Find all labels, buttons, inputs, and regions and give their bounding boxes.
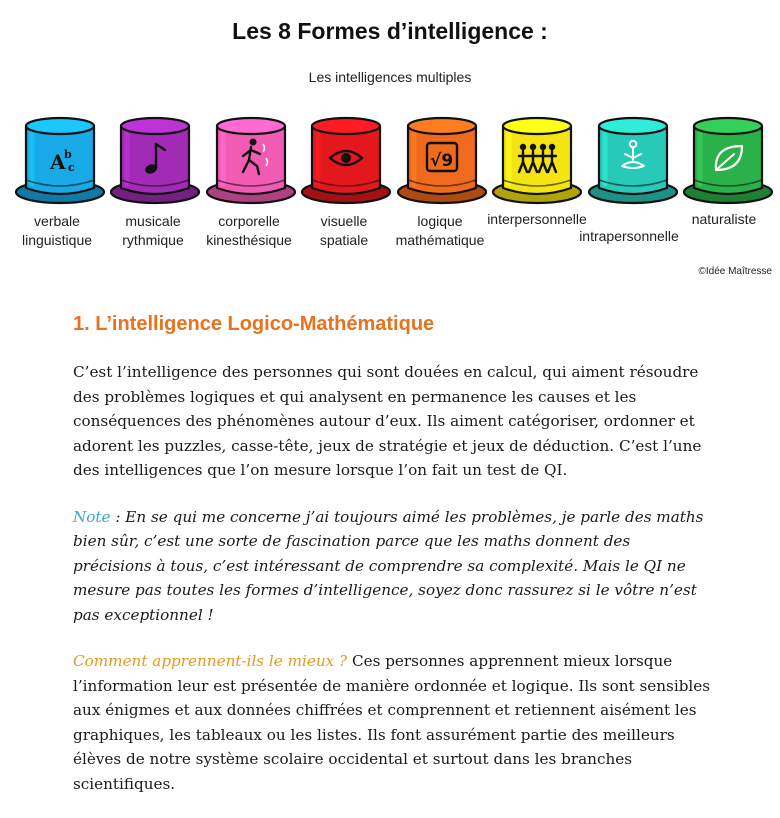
learning-paragraph <box>73 649 713 796</box>
svg-text:c: c <box>68 161 75 174</box>
hat-naturaliste <box>680 114 776 206</box>
text-abc-icon <box>49 148 75 174</box>
article-section <box>73 310 713 818</box>
image-credit: ©Idée Maîtresse <box>698 266 772 277</box>
hat-label-line: mathématique <box>395 232 485 248</box>
section-title: 1. L’intelligence Logico-Mathématique <box>73 313 435 335</box>
hat-visuelle <box>298 114 394 206</box>
hat-label-line: rythmique <box>122 232 184 248</box>
note-label: Note <box>73 507 111 526</box>
hat-label-line: spatiale <box>319 232 369 248</box>
note-paragraph <box>73 505 713 628</box>
intelligences-infographic <box>0 0 780 290</box>
svg-text:A: A <box>50 150 66 174</box>
hat-label-naturaliste <box>664 210 780 229</box>
svg-text:√9: √9 <box>430 151 454 171</box>
hat-verbale <box>12 114 108 206</box>
note-text: : En se qui me concerne j’ai toujours aimé les problèmes, je parle des maths bien sûr, c’est une sorte de fascination parce que les maths donnent des précisions à tous, c’est intéressant de comprendre sa complexité. Mais le QI ne mesure pas toutes les formes d’intelligence, soyez donc rassurez si le vôtre n’est pas exceptionnel ! <box>73 507 704 624</box>
infographic-title: Les 8 Formes d’intelligence : <box>232 18 548 44</box>
hat-label-line: verbale <box>34 213 80 229</box>
hat-label-line: naturaliste <box>691 211 757 227</box>
hat-label-line: interpersonnelle <box>487 211 587 227</box>
hat-logique <box>394 114 490 206</box>
hat-corporelle <box>203 114 299 206</box>
hat-label-intrapersonnelle <box>569 227 689 246</box>
intro-paragraph: C’est l’intelligence des personnes qui sont douées en calcul, qui aiment résoudre des problèmes logiques et qui analysent en permanence les causes et les conséquences des phénomènes autour d’eux. Ils aiment catégoriser, ordonner et adorent les puzzles, casse-tête, jeux de stratégie et jeux de déduction. C’est l’une des intelligences que l’on mesure lorsque l’on fait un test de QI. <box>73 363 702 479</box>
learning-question: Comment apprennent-ils le mieux ? <box>73 652 348 670</box>
hat-intrapersonnelle <box>585 114 681 206</box>
hat-label-line: logique <box>417 213 463 229</box>
hat-interpersonnelle <box>489 114 585 206</box>
hat-label-line: corporelle <box>218 213 280 229</box>
svg-text:b: b <box>64 148 72 161</box>
learning-text: Ces personnes apprennent mieux lorsque l’information leur est présentée de manière ordonnée et logique. Ils sont sensibles aux énigmes et aux données chiffrées et comprennent et retiennent aisément les graphiques, les tableaux ou les listes. Ils font assurément partie des meilleurs élèves de notre système scolaire occidental et surtout dans les branches scientifiques. <box>73 652 711 793</box>
hat-label-line: musicale <box>125 213 181 229</box>
hat-label-line: visuelle <box>320 213 368 229</box>
infographic-subtitle: Les intelligences multiples <box>308 69 472 85</box>
hat-label-line: linguistique <box>21 232 93 248</box>
hat-musicale <box>107 114 203 206</box>
hat-label-line: kinesthésique <box>206 232 292 248</box>
hat-label-line: intrapersonnelle <box>579 228 679 244</box>
